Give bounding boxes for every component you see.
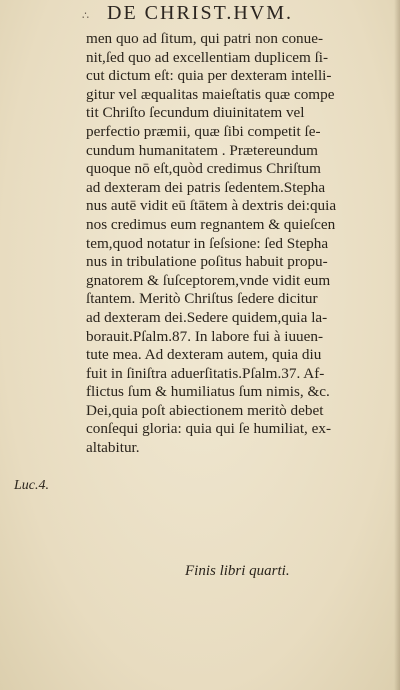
text-line: nos credimus eum regnantem & quieſcen: [86, 215, 336, 233]
text-line: ad dexteram dei.Sedere quidem,quia la-: [86, 308, 328, 326]
text-line: nus in tribulatione poſitus habuit propu-: [86, 253, 328, 271]
text-line: cut dictum eſt: quia per dexteram intelli-: [86, 67, 332, 85]
text-line: borauit.Pſalm.87. In labore fui à iuuen-: [86, 327, 324, 345]
text-line: tute mea. Ad dexteram autem, quia diu: [86, 346, 322, 364]
text-line: cundum humanitatem . Prætereundum: [86, 141, 318, 159]
page-edge-shadow: [394, 0, 400, 690]
header-ornament: ∴: [82, 10, 89, 22]
text-line: gnatorem & ſuſceptorem,vnde vidit eum: [86, 271, 331, 289]
finis-line: Finis libri quarti.: [185, 563, 290, 579]
text-line: tit Chriſto ſecundum diuinitatem vel: [86, 104, 305, 122]
text-line: nus autē vidit eū ſtātem à dextris dei:quia: [86, 197, 337, 215]
text-line: conſequi gloria: quia qui ſe humiliat, ex-: [86, 420, 332, 438]
text-line: perfectio præmii, quæ ſibi competit ſe-: [86, 122, 321, 140]
body-text: [86, 30, 386, 458]
text-line: fuit in ſiniſtra aduerſitatis.Pſalm.37. Af-: [86, 364, 325, 382]
text-line: flictus ſum & humiliatus ſum nimis, &c.: [86, 383, 330, 401]
text-line: tem,quod notatur in ſeſsione: ſed Stepha: [86, 234, 329, 252]
text-line: Dei,quia poſt abiectionem meritò debet: [86, 401, 324, 419]
text-line: altabitur.: [86, 439, 140, 457]
text-line: nit,ſed quo ad excellentiam duplicem ſi-: [86, 48, 329, 66]
text-line: gitur vel æqualitas maieſtatis quæ compe: [86, 85, 335, 103]
text-line: quoque nō eſt,quòd credimus Chriſtum: [86, 160, 321, 178]
text-line: men quo ad ſitum, qui patri non conue-: [86, 30, 324, 47]
text-line: ad dexteram dei patris ſedentem.Stepha: [86, 178, 326, 196]
text-line: ſtantem. Meritò Chriſtus ſedere dicitur: [86, 290, 318, 308]
running-title: DE CHRIST.HVM.: [107, 2, 293, 24]
margin-reference: Luc.4.: [14, 478, 49, 493]
